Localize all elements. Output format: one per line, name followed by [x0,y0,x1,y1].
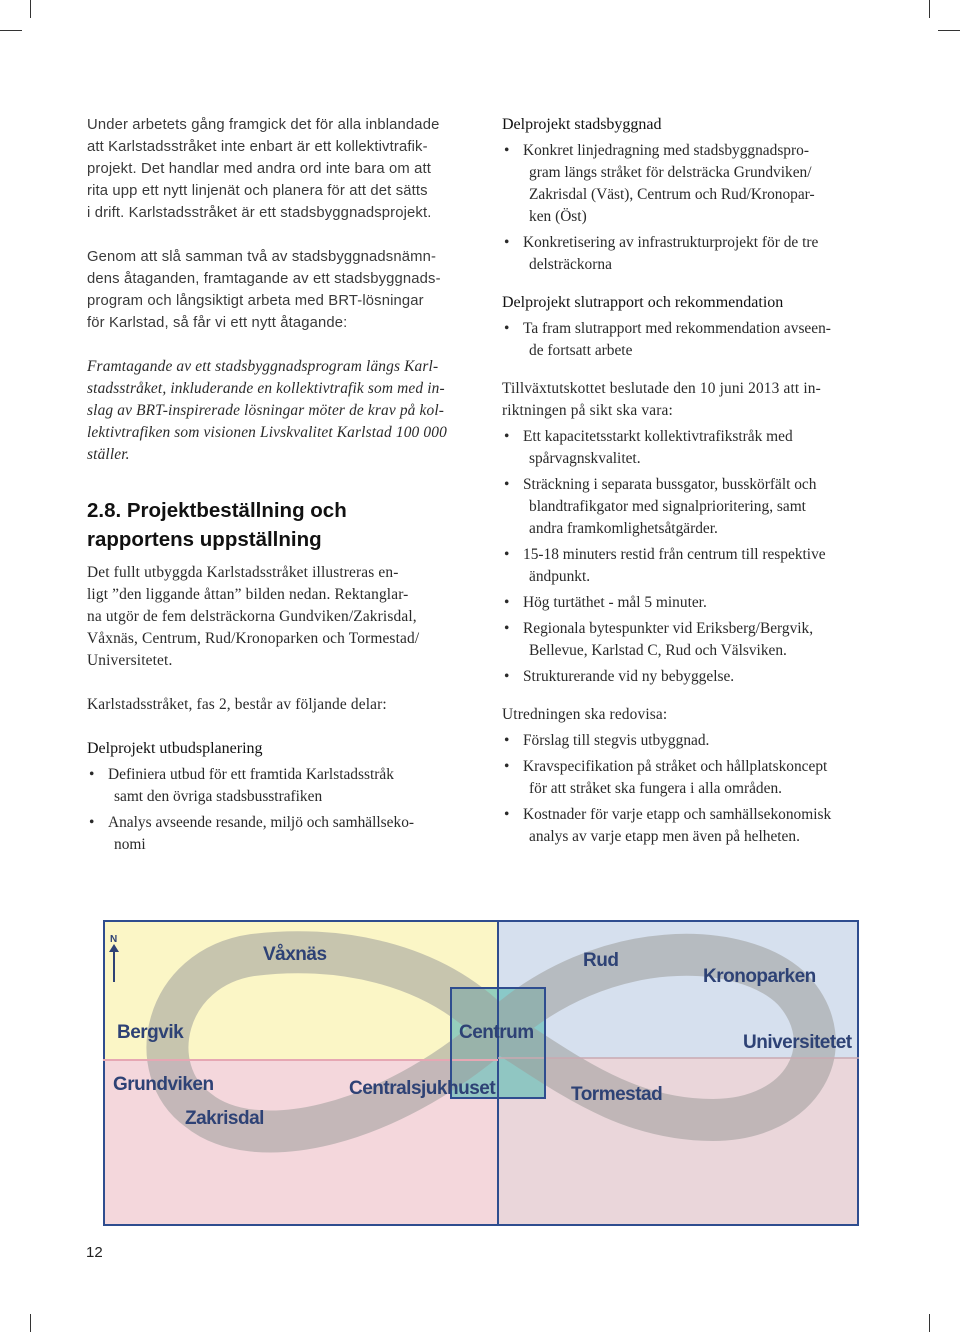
label-zakrisdal: Zakrisdal [185,1108,264,1129]
crop-mark [30,0,31,18]
list-item: • Ta fram slutrapport med rekommendation avseen- de fortsatt arbete [502,318,875,362]
crop-mark [0,30,22,31]
bullet-list [502,730,875,848]
crop-mark [929,1314,930,1332]
list-item: • Ett kapacitetsstarkt kollektivtrafikstråk med spårvagnskvalitet. [502,426,875,470]
subproject-heading: Delprojekt slutrapport och rekommendation [502,294,784,311]
route-diagram [103,920,859,1226]
label-kronoparken: Kronoparken [703,966,816,987]
list-item: • 15-18 minuters restid från centrum till respektive ändpunkt. [502,544,875,588]
list-item: • Strukturerande vid ny bebyggelse. [502,666,875,688]
merge-paragraph: Genom att slå samman två av stadsbyggnadsnämn- dens åtaganden, framtagande av ett stadsbyggnads- program och långsiktigt arbeta med BRT-lösningar för Karlstad, så får vi ett nytt åtagande: [87,249,441,331]
right-column [502,114,875,852]
subproject-heading: Delprojekt stadsbyggnad [502,116,662,133]
subproject-heading: Delprojekt utbudsplanering [87,740,263,757]
bullet-list [502,426,875,688]
crop-mark [30,1314,31,1332]
label-centrum: Centrum [459,1022,534,1043]
list-item: • Konkret linjedragning med stadsbyggnadspro- gram längs stråket för delsträcka Grundviken/ Zakrisdal (Väst), Centrum och Rud/Kronopar- ken (Öst) [502,140,875,228]
crop-mark [938,30,960,31]
section-heading: 2.8. Projektbeställning och rapportens uppställning [87,499,347,551]
label-tormestad: Tormestad [571,1084,663,1105]
list-item: • Konkretisering av infrastrukturprojekt för de tre delsträckorna [502,232,875,276]
page-number: 12 [86,1244,103,1261]
phase-paragraph: Karlstadsstråket, fas 2, består av följande delar: [87,696,387,713]
label-bergvik: Bergvik [117,1022,184,1043]
label-universitetet: Universitetet [743,1032,852,1053]
bullet-list [87,764,460,856]
list-item: • Definiera utbud för ett framtida Karlstadsstråk samt den övriga stadsbusstrafiken [87,764,460,808]
decision-paragraph: Tillväxtutskottet beslutade den 10 juni 2013 att in- riktningen på sikt ska vara: [502,380,821,419]
label-grundviken: Grundviken [113,1074,214,1095]
label-rud: Rud [583,950,619,971]
list-item: • Förslag till stegvis utbyggnad. [502,730,875,752]
report-paragraph: Utredningen ska redovisa: [502,706,668,723]
list-item: • Hög turtäthet - mål 5 minuter. [502,592,875,614]
quote-paragraph: Framtagande av ett stadsbyggnadsprogram längs Karl- stadsstråket, inkluderande en kollektivtrafik som med in- slag av BRT-inspirerade lösningar möter de krav på kol- lektivtrafiken som visionen Livskvalitet Karlstad 100 000 ställer. [87,358,447,463]
label-vaxnas: Våxnäs [263,944,327,965]
intro-paragraph: Under arbetets gång framgick det för alla inblandade att Karlstadsstråket inte enbart är ett kollektivtrafik- projekt. Det handlar med andra ord inte bara om att rita upp ett nytt linjenät och planera för att det sätts i drift. Karlstadsstråket är ett stadsbyggnadsprojekt. [87,117,440,221]
list-item: • Sträckning i separata bussgator, busskörfält och blandtrafikgator med signalprioritering, samt andra framkomlighetsåtgärder. [502,474,875,540]
crop-mark [929,0,930,18]
label-centralsjukhuset: Centralsjukhuset [349,1078,496,1099]
bullet-list [502,318,875,362]
list-item: • Analys avseende resande, miljö och samhällseko- nomi [87,812,460,856]
list-item: • Regionala bytespunkter vid Eriksberg/Bergvik, Bellevue, Karlstad C, Rud och Välsviken. [502,618,875,662]
figure-paragraph: Det fullt utbyggda Karlstadsstråket illustreras en- ligt ”den liggande åttan” bilden nedan. Rektanglar- na utgör de fem delsträckorna Gundviken/Zakrisdal, Våxnäs, Centrum, Rud/Kronoparken och Tormestad/ Universitetet. [87,564,420,669]
list-item: • Kravspecifikation på stråket och hållplatskoncept för att stråket ska fungera i alla områden. [502,756,875,800]
left-column [87,114,460,860]
bullet-list [502,140,875,276]
svg-text:N: N [110,934,118,945]
list-item: • Kostnader för varje etapp och samhällsekonomisk analys av varje etapp men även på helheten. [502,804,875,848]
